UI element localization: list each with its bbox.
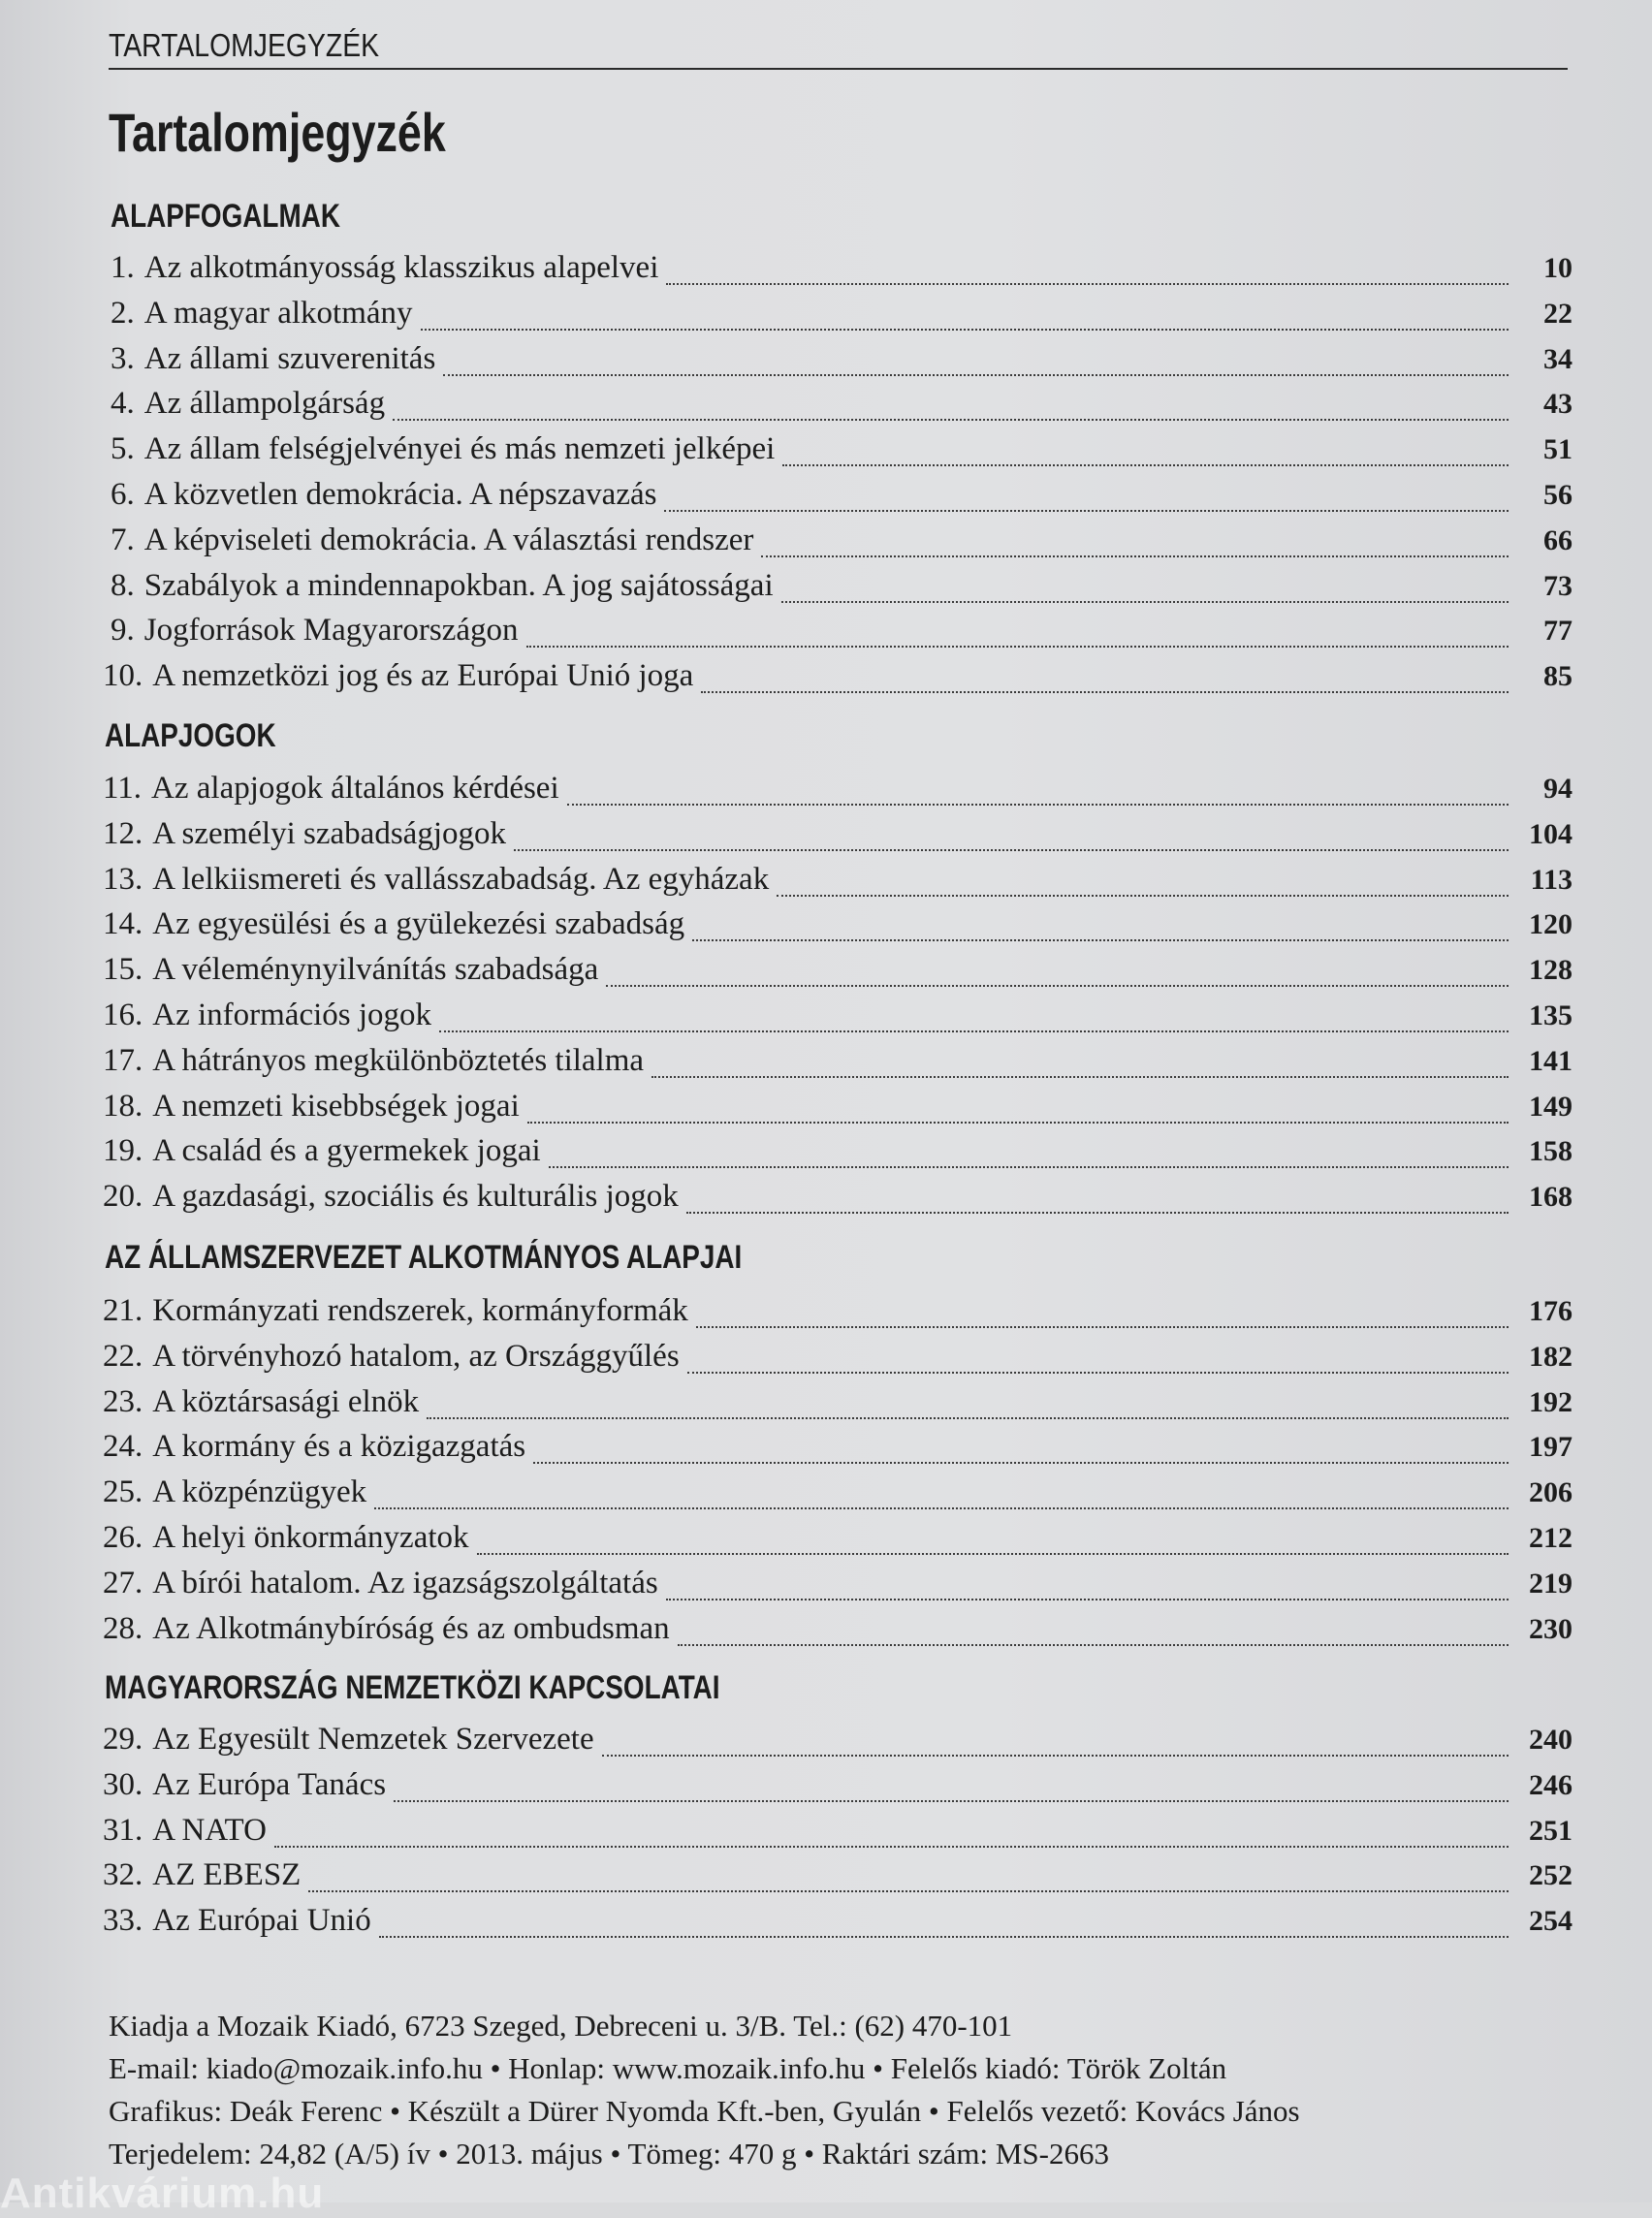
entry-label: Az Egyesült Nemzetek Szervezete (152, 1722, 594, 1757)
dot-leader (514, 849, 1509, 851)
entry-number: 2. (111, 296, 135, 331)
dot-leader (374, 1507, 1509, 1509)
entry-number: 26. (103, 1520, 143, 1555)
entry-page-number: 141 (1529, 1045, 1573, 1077)
entry-number: 31. (103, 1813, 143, 1848)
dot-leader (666, 283, 1509, 285)
entry-page-number: 94 (1543, 773, 1573, 805)
entry-label: A magyar alkotmány (143, 296, 413, 331)
toc-entry[interactable] (103, 1566, 1573, 1608)
toc-entry[interactable] (103, 1767, 1573, 1810)
dot-leader (696, 1326, 1509, 1328)
toc-entry[interactable] (103, 998, 1573, 1040)
dot-leader (421, 329, 1509, 331)
dot-leader (687, 1372, 1509, 1374)
entry-label: Az állam felségjelvényei és más nemzeti jelképei (143, 431, 776, 466)
dot-leader (602, 1755, 1509, 1757)
entry-label: A helyi önkormányzatok (152, 1520, 469, 1555)
toc-entry[interactable] (103, 1043, 1573, 1086)
page-title: Tartalomjegyzék (109, 102, 446, 163)
toc-entry[interactable] (103, 816, 1573, 859)
running-head-text: TARTALOMJEGYZÉK (109, 27, 380, 63)
entry-page-number: 128 (1529, 954, 1573, 986)
entry-number: 23. (103, 1384, 143, 1419)
dot-leader (533, 1462, 1509, 1464)
entry-page-number: 56 (1543, 479, 1573, 511)
dot-leader (606, 985, 1509, 987)
entry-label: A közpénzügyek (152, 1474, 367, 1509)
toc-entry[interactable] (111, 568, 1573, 611)
entry-number: 12. (103, 816, 143, 851)
entry-number: 13. (103, 862, 143, 897)
toc-entry[interactable] (103, 1722, 1573, 1764)
entry-page-number: 77 (1543, 615, 1573, 647)
toc-entry[interactable] (103, 1179, 1573, 1221)
section-heading: AZ ÁLLAMSZERVEZET ALKOTMÁNYOS ALAPJAI (105, 1239, 743, 1276)
entry-label: Kormányzati rendszerek, kormányformák (152, 1293, 688, 1328)
toc-entry[interactable] (111, 431, 1573, 474)
toc-entry[interactable] (103, 1384, 1573, 1427)
entry-label: A lelkiismereti és vallásszabadság. Az egyházak (152, 862, 770, 897)
imprint (109, 2005, 1563, 2175)
toc-entry[interactable] (103, 1339, 1573, 1381)
toc-entry[interactable] (103, 862, 1573, 904)
dot-leader (379, 1936, 1509, 1938)
entry-label: A törvényhozó hatalom, az Országgyűlés (152, 1339, 680, 1374)
entry-label: A nemzeti kisebbségek jogai (152, 1089, 520, 1124)
entry-page-number: 51 (1543, 433, 1573, 465)
dot-leader (394, 1800, 1509, 1802)
entry-label: A személyi szabadságjogok (152, 816, 506, 851)
dot-leader (527, 1122, 1509, 1124)
imprint-line: Terjedelem: 24,82 (A/5) ív • 2013. május • Tömeg: 470 g • Raktári szám: MS-2663 (109, 2137, 1109, 2170)
section-heading: MAGYARORSZÁG NEMZETKÖZI KAPCSOLATAI (105, 1669, 720, 1706)
entry-page-number: 73 (1543, 570, 1573, 602)
running-head (109, 27, 1568, 70)
entry-number: 19. (103, 1133, 143, 1168)
entry-number: 8. (111, 568, 135, 603)
dot-leader (666, 1599, 1509, 1600)
entry-page-number: 246 (1529, 1769, 1573, 1801)
entry-label: A véleménynyilvánítás szabadsága (152, 952, 599, 987)
entry-number: 16. (103, 998, 143, 1032)
entry-page-number: 135 (1529, 999, 1573, 1031)
entry-number: 6. (111, 477, 135, 512)
entry-page-number: 10 (1543, 252, 1573, 284)
toc-entry[interactable] (111, 386, 1573, 428)
toc-entry[interactable] (111, 477, 1573, 520)
entry-label: A köztársasági elnök (152, 1384, 420, 1419)
toc-entry[interactable] (103, 1520, 1573, 1563)
toc-entry[interactable] (103, 1133, 1573, 1176)
toc-entry[interactable] (111, 296, 1573, 338)
entry-label: A bírói hatalom. Az igazságszolgáltatás (152, 1566, 658, 1600)
dot-leader (274, 1846, 1509, 1848)
watermark: Antikvárium.hu (0, 2170, 325, 2217)
toc-entry[interactable] (103, 658, 1573, 701)
toc-entry[interactable] (103, 952, 1573, 995)
entry-number: 1. (111, 250, 135, 285)
dot-leader (443, 374, 1509, 376)
entry-page-number: 158 (1529, 1135, 1573, 1167)
entry-label: Az Európai Unió (152, 1903, 371, 1938)
toc-entry[interactable] (103, 1293, 1573, 1336)
dot-leader (692, 939, 1509, 941)
dot-leader (439, 1030, 1509, 1032)
entry-number: 29. (103, 1722, 143, 1757)
entry-page-number: 168 (1529, 1181, 1573, 1213)
entry-number: 15. (103, 952, 143, 987)
entry-page-number: 254 (1529, 1905, 1573, 1937)
entry-label: Az információs jogok (152, 998, 432, 1032)
toc-entry[interactable] (103, 1857, 1573, 1900)
entry-page-number: 176 (1529, 1295, 1573, 1327)
entry-number: 4. (111, 386, 135, 421)
entry-label: A nemzetközi jog és az Európai Unió joga (152, 658, 694, 693)
imprint-line: Kiadja a Mozaik Kiadó, 6723 Szeged, Debreceni u. 3/B. Tel.: (62) 470-101 (109, 2009, 1013, 2043)
imprint-line: E-mail: kiado@mozaik.info.hu • Honlap: www.mozaik.info.hu • Felelős kiadó: Török Zoltán (109, 2051, 1227, 2085)
entry-number: 21. (103, 1293, 143, 1328)
entry-label: Jogforrások Magyarországon (143, 613, 519, 648)
entry-label: Szabályok a mindennapokban. A jog sajátosságai (143, 568, 774, 603)
entry-number: 5. (111, 431, 135, 466)
dot-leader (701, 691, 1509, 693)
toc-entry[interactable] (103, 1813, 1573, 1855)
entry-label: A gazdasági, szociális és kulturális jogok (152, 1179, 679, 1214)
entry-page-number: 212 (1529, 1522, 1573, 1554)
entry-number: 28. (103, 1611, 143, 1646)
entry-label: A NATO (152, 1813, 267, 1848)
entry-page-number: 43 (1543, 388, 1573, 420)
dot-leader (678, 1644, 1509, 1646)
toc-entry[interactable] (103, 1429, 1573, 1472)
entry-label: Az állampolgárság (143, 386, 386, 421)
toc-entry[interactable] (103, 1474, 1573, 1517)
dot-leader (393, 419, 1509, 421)
dot-leader (567, 804, 1509, 806)
entry-label: A család és a gyermekek jogai (152, 1133, 541, 1168)
entry-page-number: 182 (1529, 1341, 1573, 1373)
entry-number: 27. (103, 1566, 143, 1600)
entry-number: 20. (103, 1179, 143, 1214)
entry-page-number: 197 (1529, 1431, 1573, 1463)
dot-leader (308, 1890, 1509, 1892)
entry-number: 18. (103, 1089, 143, 1124)
entry-label: Az Európa Tanács (152, 1767, 387, 1802)
entry-page-number: 104 (1529, 818, 1573, 850)
dot-leader (664, 510, 1509, 512)
toc-entry[interactable] (111, 341, 1573, 384)
toc-entry[interactable] (103, 1089, 1573, 1131)
section-heading: ALAPFOGALMAK (111, 198, 340, 235)
dot-leader (526, 646, 1509, 648)
entry-label: Az állami szuverenitás (143, 341, 436, 376)
imprint-line: Grafikus: Deák Ferenc • Készült a Dürer Nyomda Kft.-ben, Gyulán • Felelős vezető: Kovács János (109, 2094, 1300, 2128)
entry-page-number: 206 (1529, 1476, 1573, 1508)
entry-number: 33. (103, 1903, 143, 1938)
entry-page-number: 230 (1529, 1613, 1573, 1645)
entry-page-number: 149 (1529, 1091, 1573, 1123)
entry-page-number: 120 (1529, 908, 1573, 940)
entry-number: 9. (111, 613, 135, 648)
dot-leader (651, 1076, 1509, 1078)
entry-number: 25. (103, 1474, 143, 1509)
entry-number: 14. (103, 906, 143, 941)
entry-page-number: 192 (1529, 1386, 1573, 1418)
entry-label: A hátrányos megkülönböztetés tilalma (152, 1043, 645, 1078)
entry-number: 32. (103, 1857, 143, 1892)
toc-entry[interactable] (103, 1611, 1573, 1654)
toc-entry[interactable] (111, 613, 1573, 655)
entry-page-number: 252 (1529, 1859, 1573, 1891)
entry-label: Az alkotmányosság klasszikus alapelvei (143, 250, 659, 285)
toc-entry[interactable] (111, 523, 1573, 565)
entry-label: Az alapjogok általános kérdései (151, 771, 559, 806)
entry-page-number: 22 (1543, 298, 1573, 330)
entry-page-number: 219 (1529, 1568, 1573, 1600)
toc-entry[interactable] (103, 1903, 1573, 1946)
toc-entry[interactable] (103, 771, 1573, 813)
dot-leader (686, 1212, 1509, 1214)
entry-label: A közvetlen demokrácia. A népszavazás (143, 477, 657, 512)
entry-label: AZ EBESZ (152, 1857, 302, 1892)
entry-label: A kormány és a közigazgatás (152, 1429, 526, 1464)
entry-number: 24. (103, 1429, 143, 1464)
toc-entry[interactable] (111, 250, 1573, 293)
dot-leader (777, 895, 1509, 897)
dot-leader (477, 1553, 1509, 1555)
entry-page-number: 240 (1529, 1724, 1573, 1756)
section-heading: ALAPJOGOK (105, 717, 276, 754)
entry-label: A képviseleti demokrácia. A választási rendszer (143, 523, 754, 557)
dot-leader (761, 555, 1509, 557)
dot-leader (427, 1417, 1509, 1419)
entry-label: Az egyesülési és a gyülekezési szabadság (152, 906, 685, 941)
entry-page-number: 113 (1530, 864, 1573, 896)
entry-number: 7. (111, 523, 135, 557)
entry-number: 30. (103, 1767, 143, 1802)
entry-number: 3. (111, 341, 135, 376)
dot-leader (549, 1166, 1509, 1168)
entry-page-number: 251 (1529, 1815, 1573, 1847)
entry-page-number: 85 (1543, 660, 1573, 692)
entry-number: 22. (103, 1339, 143, 1374)
entry-page-number: 34 (1543, 343, 1573, 375)
dot-leader (781, 601, 1509, 603)
entry-number: 17. (103, 1043, 143, 1078)
entry-number: 11. (103, 771, 143, 806)
entry-page-number: 66 (1543, 524, 1573, 556)
entry-number: 10. (103, 658, 143, 693)
entry-label: Az Alkotmánybíróság és az ombudsman (152, 1611, 670, 1646)
dot-leader (782, 464, 1509, 466)
toc-entry[interactable] (103, 906, 1573, 949)
